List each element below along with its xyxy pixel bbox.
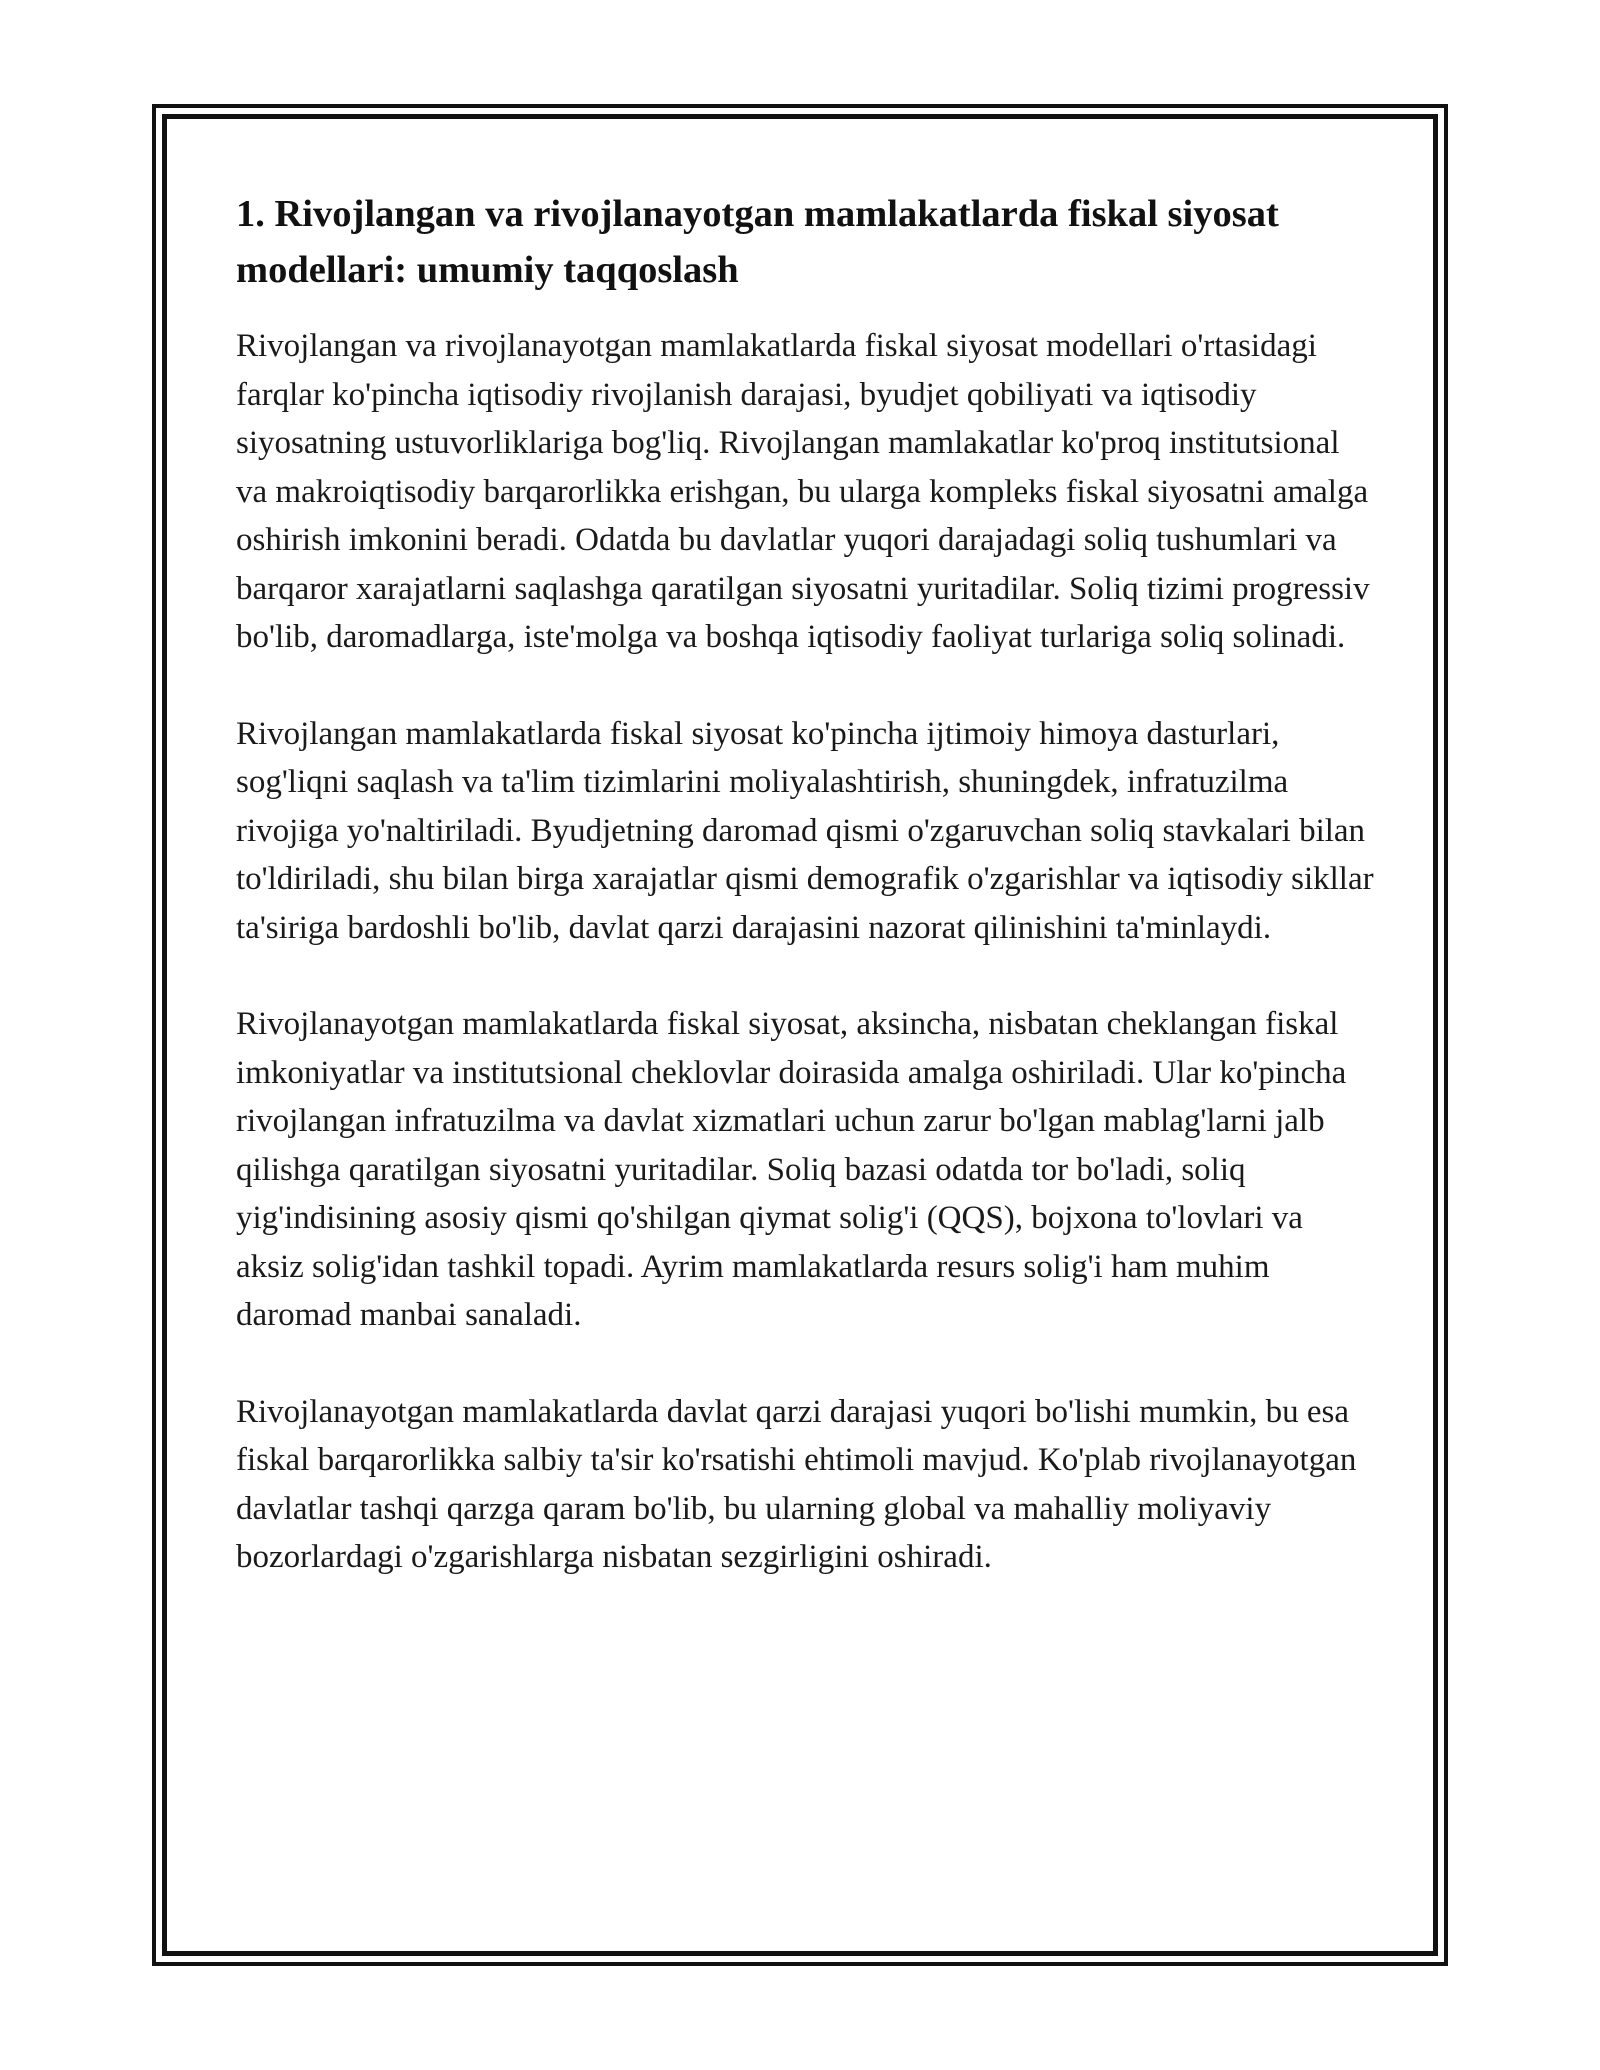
paragraph-2: Rivojlangan mamlakatlarda fiskal siyosat ko'pincha ijtimoiy himoya dasturlari, sog'liqni saqlash va ta'lim tizimlarini moliyalashtirish, shuningdek, infratuzilma rivojiga yo'naltiriladi. Byudjetning daromad qismi o'zgaruvchan soliq stavkalari bilan to'ldiriladi, shu bilan birga xarajatlar qismi demografik o'zgarishlar va iqtisodiy sikllar ta'siriga bardoshli bo'lib, davlat qarzi darajasini nazorat qilinishini ta'minlaydi. xyxy=(236,715,1374,946)
paragraph-1: Rivojlangan va rivojlanayotgan mamlakatlarda fiskal siyosat modellari o'rtasidagi farqlar ko'pincha iqtisodiy rivojlanish darajasi, byudjet qobiliyati va iqtisodiy siyosatning ustuvorliklariga bog'liq. Rivojlangan mamlakatlar ko'proq institutsional va makroiqtisodiy barqarorlikka erishgan, bu ularga kompleks fiskal siyosatni amalga oshirish imkonini beradi. Odatda bu davlatlar yuqori darajadagi soliq tushumlari va barqaror xarajatlarni saqlashga qaratilgan siyosatni yuritadilar. Soliq tizimi progressiv bo'lib, daromadlarga, iste'molga va boshqa iqtisodiy faoliyat turlariga soliq solinadi. xyxy=(236,328,1370,655)
document-body xyxy=(236,186,1376,1630)
section-heading: 1. Rivojlangan va rivojlanayotgan mamlakatlarda fiskal siyosat modellari: umumiy taqqoslash xyxy=(236,193,1279,291)
paragraph-3: Rivojlanayotgan mamlakatlarda fiskal siyosat, aksincha, nisbatan cheklangan fiskal imkoniyatlar va institutsional cheklovlar doirasida amalga oshiriladi. Ular ko'pincha rivojlangan infratuzilma va davlat xizmatlari uchun zarur bo'lgan mablag'larni jalb qilishga qaratilgan siyosatni yuritadilar. Soliq bazasi odatda tor bo'ladi, soliq yig'indisining asosiy qismi qo'shilgan qiymat solig'i (QQS), bojxona to'lovlari va aksiz solig'idan tashkil topadi. Ayrim mamlakatlarda resurs solig'i ham muhim daromad manbai sanaladi. xyxy=(236,1006,1347,1333)
paragraph-4: Rivojlanayotgan mamlakatlarda davlat qarzi darajasi yuqori bo'lishi mumkin, bu esa fiskal barqarorlikka salbiy ta'sir ko'rsatishi ehtimoli mavjud. Ko'plab rivojlanayotgan davlatlar tashqi qarzga qaram bo'lib, bu ularning global va mahalliy moliyaviy bozorlardagi o'zgarishlarga nisbatan sezgirligini oshiradi. xyxy=(236,1393,1357,1575)
